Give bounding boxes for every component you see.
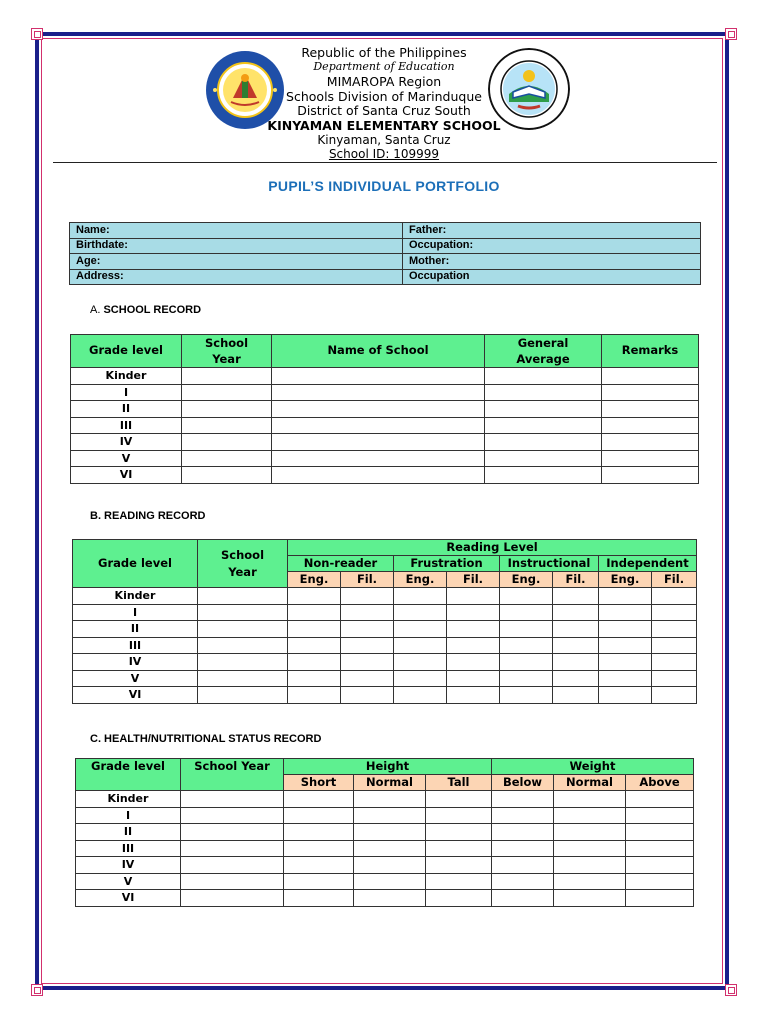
- reading-record-entry-cell[interactable]: [553, 604, 599, 621]
- health-record-entry-cell[interactable]: [554, 791, 626, 808]
- col-header-frustration: Frustration: [394, 556, 500, 572]
- header-divider: [53, 162, 717, 163]
- reading-record-entry-cell[interactable]: [447, 588, 500, 605]
- reading-record-entry-cell[interactable]: [553, 621, 599, 638]
- grade-level-cell: II: [71, 401, 182, 418]
- table-row: [73, 621, 697, 638]
- table-row: [76, 890, 694, 907]
- school-record-entry-cell[interactable]: [272, 401, 485, 418]
- reading-record-entry-cell[interactable]: [599, 654, 652, 671]
- school-record-entry-cell[interactable]: [602, 368, 699, 385]
- reading-record-entry-cell[interactable]: [198, 670, 288, 687]
- health-record-entry-cell[interactable]: [354, 791, 426, 808]
- health-record-entry-cell[interactable]: [492, 857, 554, 874]
- reading-record-entry-cell[interactable]: [652, 621, 697, 638]
- reading-record-entry-cell[interactable]: [599, 588, 652, 605]
- grade-level-cell: Kinder: [73, 588, 198, 605]
- health-record-entry-cell[interactable]: [492, 791, 554, 808]
- section-a-prefix: A.: [90, 304, 101, 316]
- mother-field[interactable]: Mother:: [403, 254, 701, 270]
- school-record-entry-cell[interactable]: [602, 401, 699, 418]
- table-row: [76, 824, 694, 841]
- reading-record-entry-cell[interactable]: [652, 588, 697, 605]
- table-row: [76, 857, 694, 874]
- grade-level-cell: V: [76, 873, 181, 890]
- school-record-entry-cell[interactable]: [485, 401, 602, 418]
- birthdate-field[interactable]: Birthdate:: [70, 238, 403, 254]
- reading-record-entry-cell[interactable]: [447, 654, 500, 671]
- school-record-entry-cell[interactable]: [602, 450, 699, 467]
- col-header-school-year: School Year: [182, 335, 272, 368]
- table-row: [76, 807, 694, 824]
- col-header-eng: Eng.: [394, 572, 447, 588]
- health-record-entry-cell[interactable]: [492, 890, 554, 907]
- table-row: [73, 670, 697, 687]
- reading-record-entry-cell[interactable]: [394, 621, 447, 638]
- health-record-entry-cell[interactable]: [492, 840, 554, 857]
- personal-info-table: [69, 222, 701, 285]
- reading-record-entry-cell[interactable]: [394, 670, 447, 687]
- health-record-entry-cell[interactable]: [626, 857, 694, 874]
- health-record-entry-cell[interactable]: [181, 791, 284, 808]
- table-row: [73, 637, 697, 654]
- school-record-entry-cell[interactable]: [485, 467, 602, 484]
- reading-record-entry-cell[interactable]: [500, 654, 553, 671]
- col-header-above: Above: [626, 775, 694, 791]
- col-header-short: Short: [284, 775, 354, 791]
- col-header-tall: Tall: [426, 775, 492, 791]
- grade-level-cell: I: [71, 384, 182, 401]
- col-header-normal-weight: Normal: [554, 775, 626, 791]
- reading-record-entry-cell[interactable]: [341, 654, 394, 671]
- reading-record-entry-cell[interactable]: [599, 637, 652, 654]
- health-record-entry-cell[interactable]: [554, 840, 626, 857]
- school-record-entry-cell[interactable]: [272, 368, 485, 385]
- table-row: [73, 588, 697, 605]
- health-record-entry-cell[interactable]: [492, 873, 554, 890]
- reading-record-entry-cell[interactable]: [198, 654, 288, 671]
- reading-record-entry-cell[interactable]: [288, 654, 341, 671]
- col-header-remarks: Remarks: [602, 335, 699, 368]
- grade-level-cell: Kinder: [71, 368, 182, 385]
- health-record-entry-cell[interactable]: [426, 890, 492, 907]
- grade-level-cell: Kinder: [76, 791, 181, 808]
- health-record-entry-cell[interactable]: [354, 857, 426, 874]
- school-record-entry-cell[interactable]: [272, 434, 485, 451]
- school-record-entry-cell[interactable]: [182, 467, 272, 484]
- table-row: [76, 791, 694, 808]
- header-department: Department of Education: [313, 60, 455, 73]
- health-record-entry-cell[interactable]: [492, 824, 554, 841]
- health-record-entry-cell[interactable]: [181, 824, 284, 841]
- health-record-entry-cell[interactable]: [284, 840, 354, 857]
- health-record-entry-cell[interactable]: [492, 807, 554, 824]
- reading-record-entry-cell[interactable]: [553, 654, 599, 671]
- reading-record-entry-cell[interactable]: [599, 670, 652, 687]
- corner-ornament-bottom-right: [725, 984, 737, 996]
- health-record-entry-cell[interactable]: [284, 807, 354, 824]
- school-record-entry-cell[interactable]: [182, 384, 272, 401]
- health-record-entry-cell[interactable]: [284, 857, 354, 874]
- grade-level-cell: IV: [76, 857, 181, 874]
- reading-record-entry-cell[interactable]: [652, 670, 697, 687]
- col-header-fil: Fil.: [341, 572, 394, 588]
- reading-record-entry-cell[interactable]: [447, 637, 500, 654]
- reading-record-entry-cell[interactable]: [198, 621, 288, 638]
- reading-record-entry-cell[interactable]: [341, 604, 394, 621]
- health-record-entry-cell[interactable]: [354, 873, 426, 890]
- health-record-entry-cell[interactable]: [626, 807, 694, 824]
- table-row: [73, 654, 697, 671]
- table-row: [71, 368, 699, 385]
- health-record-entry-cell[interactable]: [426, 807, 492, 824]
- health-record-entry-cell[interactable]: [354, 807, 426, 824]
- table-row: [71, 401, 699, 418]
- school-record-entry-cell[interactable]: [485, 368, 602, 385]
- health-record-entry-cell[interactable]: [354, 824, 426, 841]
- health-record-entry-cell[interactable]: [626, 791, 694, 808]
- col-header-eng: Eng.: [599, 572, 652, 588]
- table-row: [71, 450, 699, 467]
- reading-record-entry-cell[interactable]: [394, 654, 447, 671]
- table-row: [71, 384, 699, 401]
- grade-level-cell: III: [73, 637, 198, 654]
- table-row: [71, 434, 699, 451]
- health-record-entry-cell[interactable]: [284, 791, 354, 808]
- health-record-entry-cell[interactable]: [354, 890, 426, 907]
- reading-record-entry-cell[interactable]: [599, 604, 652, 621]
- col-header-height: Height: [284, 759, 492, 775]
- col-header-instructional: Instructional: [500, 556, 599, 572]
- section-a-heading: [90, 304, 201, 316]
- reading-record-entry-cell[interactable]: [652, 637, 697, 654]
- col-header-reading-level: Reading Level: [288, 540, 697, 556]
- school-record-entry-cell[interactable]: [602, 434, 699, 451]
- health-record-entry-cell[interactable]: [426, 791, 492, 808]
- school-record-entry-cell[interactable]: [272, 384, 485, 401]
- reading-record-entry-cell[interactable]: [394, 637, 447, 654]
- table-row: [76, 840, 694, 857]
- reading-record-entry-cell[interactable]: [288, 637, 341, 654]
- school-record-entry-cell[interactable]: [602, 467, 699, 484]
- grade-level-cell: I: [76, 807, 181, 824]
- health-record-entry-cell[interactable]: [554, 890, 626, 907]
- table-row: [71, 417, 699, 434]
- grade-level-cell: VI: [71, 467, 182, 484]
- reading-record-entry-cell[interactable]: [288, 621, 341, 638]
- health-record-entry-cell[interactable]: [181, 840, 284, 857]
- reading-record-entry-cell[interactable]: [394, 604, 447, 621]
- health-record-entry-cell[interactable]: [554, 873, 626, 890]
- reading-record-entry-cell[interactable]: [394, 687, 447, 704]
- health-record-entry-cell[interactable]: [626, 873, 694, 890]
- reading-record-entry-cell[interactable]: [553, 588, 599, 605]
- section-c-heading: C. HEALTH/NUTRITIONAL STATUS RECORD: [90, 733, 322, 745]
- reading-record-entry-cell[interactable]: [198, 637, 288, 654]
- col-header-below: Below: [492, 775, 554, 791]
- reading-record-entry-cell[interactable]: [553, 670, 599, 687]
- col-header-fil: Fil.: [652, 572, 697, 588]
- col-header-normal-height: Normal: [354, 775, 426, 791]
- health-record-entry-cell[interactable]: [284, 890, 354, 907]
- reading-record-entry-cell[interactable]: [447, 687, 500, 704]
- reading-record-entry-cell[interactable]: [341, 637, 394, 654]
- reading-record-entry-cell[interactable]: [652, 654, 697, 671]
- reading-record-entry-cell[interactable]: [288, 604, 341, 621]
- father-field[interactable]: Father:: [403, 223, 701, 239]
- table-row: [73, 604, 697, 621]
- school-record-entry-cell[interactable]: [485, 450, 602, 467]
- reading-record-entry-cell[interactable]: [198, 687, 288, 704]
- corner-ornament-bottom-left: [31, 984, 43, 996]
- school-record-entry-cell[interactable]: [272, 450, 485, 467]
- health-record-table: [75, 758, 694, 907]
- health-record-entry-cell[interactable]: [181, 807, 284, 824]
- health-record-entry-cell[interactable]: [626, 840, 694, 857]
- table-row: [73, 687, 697, 704]
- reading-record-entry-cell[interactable]: [447, 604, 500, 621]
- school-record-entry-cell[interactable]: [272, 467, 485, 484]
- health-record-entry-cell[interactable]: [181, 857, 284, 874]
- reading-record-entry-cell[interactable]: [500, 687, 553, 704]
- col-header-grade-level: Grade level: [73, 540, 198, 588]
- health-record-entry-cell[interactable]: [626, 824, 694, 841]
- header-district: District of Santa Cruz South: [297, 103, 471, 118]
- health-record-entry-cell[interactable]: [181, 890, 284, 907]
- reading-record-entry-cell[interactable]: [553, 687, 599, 704]
- col-header-grade-level: Grade level: [71, 335, 182, 368]
- health-record-body: [76, 791, 694, 907]
- school-record-entry-cell[interactable]: [485, 417, 602, 434]
- reading-record-entry-cell[interactable]: [500, 588, 553, 605]
- school-record-entry-cell[interactable]: [602, 417, 699, 434]
- grade-level-cell: IV: [71, 434, 182, 451]
- reading-record-entry-cell[interactable]: [553, 637, 599, 654]
- grade-level-cell: II: [73, 621, 198, 638]
- health-record-entry-cell[interactable]: [284, 824, 354, 841]
- corner-ornament-top-right: [725, 28, 737, 40]
- father-occupation-field[interactable]: Occupation:: [403, 238, 701, 254]
- col-header-non-reader: Non-reader: [288, 556, 394, 572]
- col-header-weight: Weight: [492, 759, 694, 775]
- reading-record-entry-cell[interactable]: [652, 687, 697, 704]
- health-record-entry-cell[interactable]: [426, 873, 492, 890]
- header-location: Kinyaman, Santa Cruz: [317, 133, 451, 147]
- reading-record-entry-cell[interactable]: [288, 687, 341, 704]
- school-record-table: [70, 334, 699, 484]
- reading-record-entry-cell[interactable]: [500, 604, 553, 621]
- school-record-entry-cell[interactable]: [182, 368, 272, 385]
- reading-record-entry-cell[interactable]: [198, 604, 288, 621]
- reading-record-table: [72, 539, 697, 704]
- section-a-label: SCHOOL RECORD: [103, 304, 202, 316]
- reading-record-entry-cell[interactable]: [341, 621, 394, 638]
- grade-level-cell: III: [76, 840, 181, 857]
- mother-occupation-field[interactable]: Occupation: [403, 269, 701, 285]
- reading-record-entry-cell[interactable]: [447, 670, 500, 687]
- address-field[interactable]: Address:: [70, 269, 403, 285]
- col-header-fil: Fil.: [553, 572, 599, 588]
- reading-record-entry-cell[interactable]: [447, 621, 500, 638]
- col-header-eng: Eng.: [500, 572, 553, 588]
- reading-record-entry-cell[interactable]: [652, 604, 697, 621]
- header-school-id: School ID: 109999: [328, 147, 440, 161]
- reading-record-entry-cell[interactable]: [288, 588, 341, 605]
- health-record-entry-cell[interactable]: [554, 807, 626, 824]
- col-header-independent: Independent: [599, 556, 697, 572]
- school-record-entry-cell[interactable]: [485, 384, 602, 401]
- col-header-eng: Eng.: [288, 572, 341, 588]
- health-record-entry-cell[interactable]: [626, 890, 694, 907]
- school-record-entry-cell[interactable]: [602, 384, 699, 401]
- col-header-grade-level: Grade level: [76, 759, 181, 791]
- table-row: [76, 873, 694, 890]
- col-header-school-year: School Year: [181, 759, 284, 791]
- col-header-general-average: General Average: [485, 335, 602, 368]
- school-record-body: [71, 368, 699, 484]
- health-record-entry-cell[interactable]: [426, 857, 492, 874]
- reading-record-entry-cell[interactable]: [599, 687, 652, 704]
- health-record-entry-cell[interactable]: [181, 873, 284, 890]
- health-record-entry-cell[interactable]: [284, 873, 354, 890]
- table-row: [71, 467, 699, 484]
- grade-level-cell: IV: [73, 654, 198, 671]
- school-record-entry-cell[interactable]: [182, 434, 272, 451]
- name-field[interactable]: Name:: [70, 223, 403, 239]
- grade-level-cell: II: [76, 824, 181, 841]
- reading-record-entry-cell[interactable]: [341, 588, 394, 605]
- header-region: MIMAROPA Region: [326, 74, 442, 89]
- reading-record-entry-cell[interactable]: [341, 687, 394, 704]
- school-record-entry-cell[interactable]: [182, 417, 272, 434]
- school-record-entry-cell[interactable]: [182, 401, 272, 418]
- health-record-entry-cell[interactable]: [426, 840, 492, 857]
- reading-record-entry-cell[interactable]: [500, 637, 553, 654]
- grade-level-cell: VI: [76, 890, 181, 907]
- col-header-school-year: School Year: [198, 540, 288, 588]
- reading-record-body: [73, 588, 697, 704]
- health-record-entry-cell[interactable]: [354, 840, 426, 857]
- grade-level-cell: I: [73, 604, 198, 621]
- reading-record-entry-cell[interactable]: [500, 670, 553, 687]
- grade-level-cell: V: [73, 670, 198, 687]
- school-record-entry-cell[interactable]: [485, 434, 602, 451]
- reading-record-entry-cell[interactable]: [394, 588, 447, 605]
- reading-record-entry-cell[interactable]: [288, 670, 341, 687]
- col-header-name-of-school: Name of School: [272, 335, 485, 368]
- school-record-entry-cell[interactable]: [272, 417, 485, 434]
- section-b-heading: B. READING RECORD: [90, 510, 206, 522]
- col-header-fil: Fil.: [447, 572, 500, 588]
- grade-level-cell: V: [71, 450, 182, 467]
- corner-ornament-top-left: [31, 28, 43, 40]
- header-republic: Republic of the Philippines: [301, 45, 467, 60]
- reading-record-entry-cell[interactable]: [198, 588, 288, 605]
- age-field[interactable]: Age:: [70, 254, 403, 270]
- grade-level-cell: III: [71, 417, 182, 434]
- header-division: Schools Division of Marinduque: [286, 89, 482, 104]
- reading-record-entry-cell[interactable]: [341, 670, 394, 687]
- reading-record-entry-cell[interactable]: [599, 621, 652, 638]
- health-record-entry-cell[interactable]: [554, 824, 626, 841]
- health-record-entry-cell[interactable]: [426, 824, 492, 841]
- school-record-entry-cell[interactable]: [182, 450, 272, 467]
- header-school-name: KINYAMAN ELEMENTARY SCHOOL: [267, 118, 501, 133]
- health-record-entry-cell[interactable]: [554, 857, 626, 874]
- reading-record-entry-cell[interactable]: [500, 621, 553, 638]
- page-title: PUPIL’S INDIVIDUAL PORTFOLIO: [268, 178, 500, 194]
- grade-level-cell: VI: [73, 687, 198, 704]
